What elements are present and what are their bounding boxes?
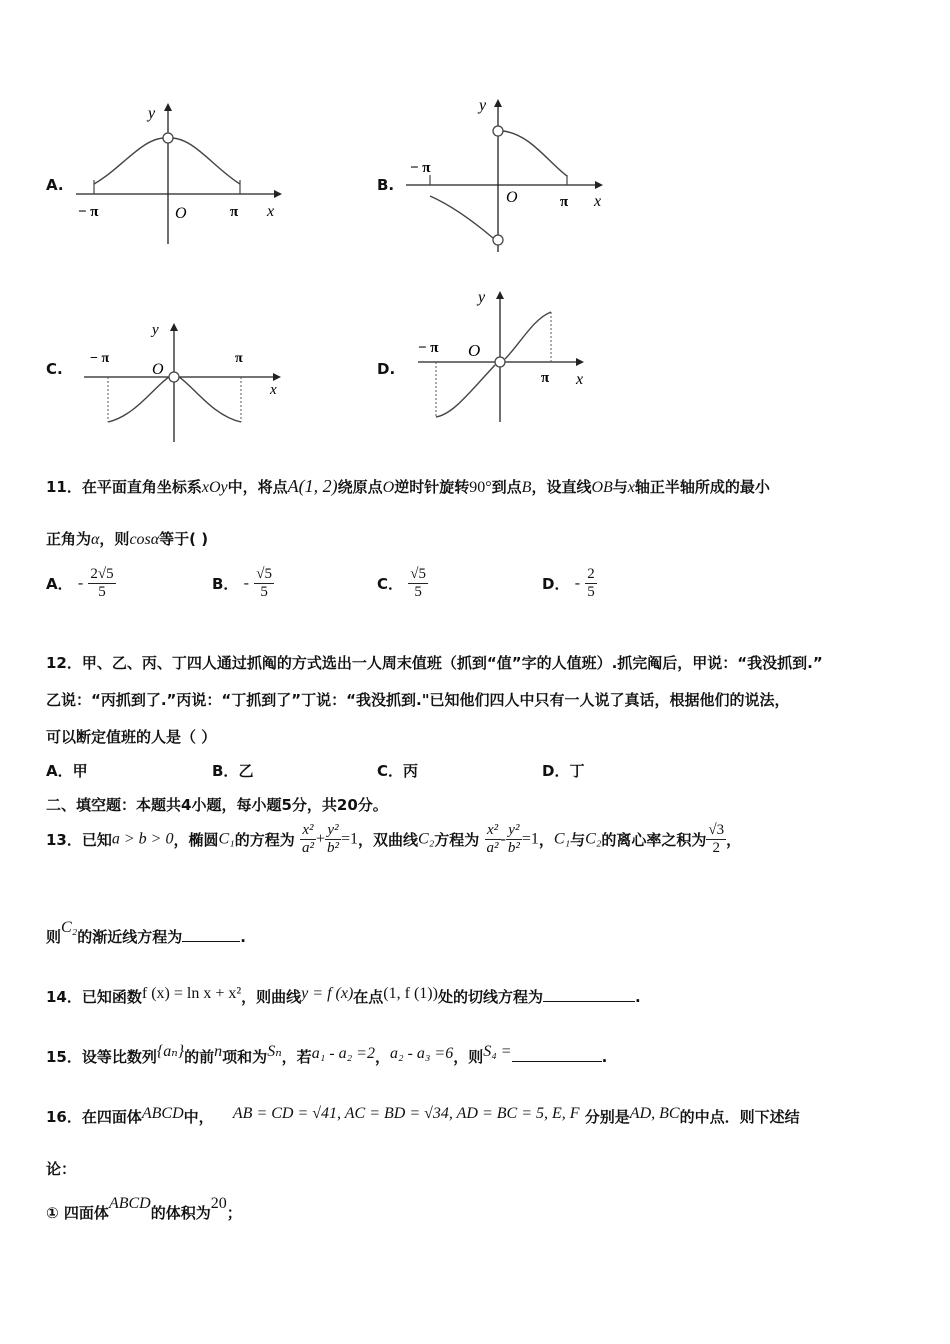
option-D-label: D.: [377, 360, 396, 378]
svg-text:y: y: [478, 289, 486, 306]
graph-option-A: [72, 98, 287, 248]
graph-option-B: [400, 92, 615, 257]
y-label: y: [148, 105, 156, 122]
q12-option-c[interactable]: C．丙: [377, 762, 419, 780]
q13-line2: 则C₂的渐近线方程为 .: [46, 919, 246, 946]
section-2-heading: 二、填空题：本题共4小题，每小题5分，共20分。: [46, 796, 388, 814]
q11-line2: 正角为α，则cosα等于( ): [46, 530, 209, 548]
svg-text:π: π: [541, 370, 550, 386]
graph-option-D: [408, 284, 608, 429]
q14-line: 14．已知函数f (x) = ln x + x²，则曲线y = f (x)在点(1, f (1))处的切线方程为 .: [46, 985, 641, 1006]
svg-text:y: y: [479, 97, 487, 114]
svg-text:y: y: [152, 322, 159, 338]
svg-text:O: O: [468, 341, 481, 360]
svg-text:π: π: [235, 351, 243, 366]
neg-pi-label: − π: [78, 204, 99, 220]
svg-text:x: x: [594, 193, 602, 210]
q11-option-d[interactable]: D． - $\frac{2}{5}$: [542, 566, 595, 600]
q12-line1: 12．甲、乙、丙、丁四人通过抓阄的方式选出一人周末值班（抓到“值”字的人值班）.抓完阄后，甲说：“我没抓到.”: [46, 654, 823, 672]
q12-option-d[interactable]: D．丁: [542, 762, 585, 780]
svg-text:− π: − π: [90, 351, 110, 366]
x-arrow: [274, 190, 282, 198]
pi-label: π: [230, 204, 239, 220]
x-label: x: [267, 203, 275, 220]
svg-text:− π: − π: [418, 340, 439, 356]
q13-line1: 13．已知a > b > 0，椭圆C₁的方程为 $\frac{\text{x²}}{\text{a²}}$ + $\frac{\text{y²}}{\text{b²}}$ =1，双曲线C₂方程为 $\frac{\text{x²}}{\text{a²}}$ - $\frac{\text{y²}}{\text{b²}}$ =1，C₁与C₂的离心率之积为 $\frac{√3}{2}$ ，: [46, 822, 742, 856]
option-B-label: B.: [377, 176, 395, 194]
option-A-label: A.: [46, 176, 64, 194]
q15-line: 15．设等比数列{aₙ}的前n项和为Sₙ，若a₁ - a₂ =2，a₂ - a₃ =6，则S₄ = .: [46, 1043, 608, 1066]
q12-line2: 乙说：“丙抓到了.”丙说：“丁抓到了”丁说：“我没抓到."已知他们四人中只有一人说了真话，根据他们的说法，: [46, 691, 790, 709]
svg-text:− π: − π: [410, 160, 431, 176]
q11-option-b[interactable]: B． - $\frac{√5}{5}$: [212, 566, 272, 600]
y-arrow: [164, 103, 172, 111]
q13-answer-blank[interactable]: [182, 941, 240, 942]
origin-label: O: [175, 205, 187, 222]
svg-text:O: O: [506, 189, 518, 206]
curve: [94, 138, 240, 184]
q12-option-b[interactable]: B．乙: [212, 762, 254, 780]
q16-line1: 16．在四面体ABCD中， AB = CD = √41, AC = BD = √34, AD = BC = 5, E, F 分别是AD, BC的中点．则下述结: [46, 1105, 800, 1126]
q15-answer-blank[interactable]: [512, 1061, 602, 1062]
q12-option-a[interactable]: A．甲: [46, 762, 88, 780]
graph-option-C: [80, 316, 290, 446]
q16-item1: ① 四面体ABCD的体积为20；: [46, 1195, 242, 1222]
q11-option-c[interactable]: C． $\frac{√5}{5}$: [377, 566, 426, 600]
svg-text:O: O: [152, 361, 164, 378]
option-C-label: C.: [46, 360, 63, 378]
q11-line1: 11．在平面直角坐标系xOy中，将点A(1, 2)绕原点O逆时针旋转90°到点B，设直线OB与x轴正半轴所成的最小: [46, 476, 770, 496]
svg-text:x: x: [270, 382, 277, 398]
q12-line3: 可以断定值班的人是（ ）: [46, 728, 217, 746]
q11-option-a[interactable]: A． - $\frac{2√5}{5}$: [46, 566, 114, 600]
q14-answer-blank[interactable]: [543, 1001, 635, 1002]
q16-line2: 论：: [46, 1160, 77, 1178]
svg-text:x: x: [576, 371, 584, 388]
svg-text:π: π: [560, 194, 569, 210]
open-point: [163, 133, 173, 143]
